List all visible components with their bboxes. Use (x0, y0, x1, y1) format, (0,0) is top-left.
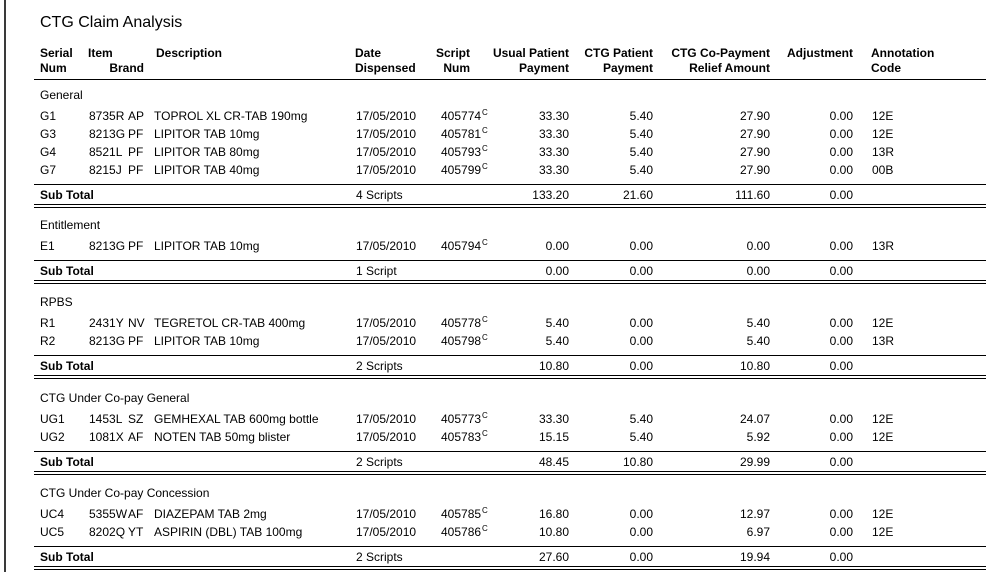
section-heading: Entitlement (40, 218, 101, 232)
relief-amount-cell: 27.90 (739, 109, 770, 123)
date-cell: 17/05/2010 (356, 316, 417, 330)
total-double-rule (34, 375, 986, 379)
header-script: Script Num (435, 46, 470, 75)
item-cell: 2431Y (89, 316, 124, 330)
script-num-cell: $405798^C$ (441, 333, 488, 348)
relief-amount-cell: 6.97 (746, 525, 770, 539)
subtotal-divider (34, 184, 986, 185)
ctg-payment-cell: 5.40 (629, 430, 653, 444)
description-cell: LIPITOR TAB 10mg (154, 127, 260, 141)
item-cell: 8215J (89, 163, 122, 177)
ctg-payment-cell: 5.40 (629, 163, 653, 177)
subtotal-divider (34, 451, 986, 452)
subtotal-divider (34, 355, 986, 356)
subtotal-relief-amount: 111.60 (735, 188, 770, 202)
description-cell: ASPIRIN (DBL) TAB 100mg (154, 525, 303, 539)
script-flag: C (482, 333, 488, 342)
annotation-code-cell: 12E (872, 316, 894, 330)
ctg-payment-cell: 0.00 (629, 507, 653, 521)
adjustment-cell: 0.00 (829, 316, 853, 330)
annotation-code-cell: 12E (872, 507, 894, 521)
adjustment-cell: 0.00 (829, 412, 853, 426)
ctg-payment-cell: 5.40 (629, 127, 653, 141)
subtotal-adjustment: 0.00 (829, 188, 853, 202)
script-flag: C (482, 506, 488, 515)
header-description: Description (156, 46, 223, 60)
subtotal-row (0, 454, 987, 470)
header-annotation: Annotation Code (871, 46, 935, 75)
header-divider (34, 79, 986, 80)
subtotal-scripts: 1 Script (356, 264, 397, 278)
serial-cell: UC5 (40, 525, 65, 539)
brand-cell: SZ (128, 412, 144, 426)
section-heading: General (40, 88, 83, 102)
ctg-payment-cell: 0.00 (629, 525, 653, 539)
item-cell: 1453L (89, 412, 123, 426)
subtotal-label: Sub Total (40, 550, 94, 564)
table-row (0, 506, 987, 522)
item-cell: 8213G (89, 127, 126, 141)
subtotal-ctg-payment: 0.00 (629, 359, 653, 373)
brand-cell: PF (128, 334, 144, 348)
subtotal-scripts: 4 Scripts (356, 188, 403, 202)
relief-amount-cell: 5.40 (746, 316, 770, 330)
subtotal-scripts: 2 Scripts (356, 550, 403, 564)
subtotal-row (0, 187, 987, 203)
usual-payment-cell: 33.30 (538, 109, 569, 123)
usual-payment-cell: 33.30 (538, 145, 569, 159)
subtotal-ctg-payment: 0.00 (629, 264, 653, 278)
serial-cell: G4 (40, 145, 57, 159)
serial-cell: R1 (40, 316, 56, 330)
table-row (0, 162, 987, 178)
script-flag: C (482, 126, 488, 135)
ctg-payment-cell: 5.40 (629, 412, 653, 426)
script-num-cell: $405781^C$ (441, 126, 488, 141)
subtotal-usual-payment: 48.45 (538, 455, 569, 469)
subtotal-relief-amount: 10.80 (739, 359, 770, 373)
brand-cell: AF (128, 507, 144, 521)
annotation-code-cell: 12E (872, 109, 894, 123)
adjustment-cell: 0.00 (829, 163, 853, 177)
serial-cell: G3 (40, 127, 57, 141)
date-cell: 17/05/2010 (356, 239, 417, 253)
date-cell: 17/05/2010 (356, 163, 417, 177)
script-num-cell: $405785^C$ (441, 506, 488, 521)
usual-payment-cell: 33.30 (538, 163, 569, 177)
subtotal-scripts: 2 Scripts (356, 455, 403, 469)
subtotal-ctg-payment: 10.80 (622, 455, 653, 469)
report-title: CTG Claim Analysis (40, 14, 183, 31)
subtotal-row (0, 358, 987, 374)
annotation-code-cell: 13R (872, 334, 895, 348)
subtotal-adjustment: 0.00 (829, 455, 853, 469)
description-cell: TEGRETOL CR-TAB 400mg (154, 316, 306, 330)
table-row (0, 126, 987, 142)
relief-amount-cell: 27.90 (739, 127, 770, 141)
ctg-payment-cell: 5.40 (629, 109, 653, 123)
serial-cell: R2 (40, 334, 56, 348)
subtotal-adjustment: 0.00 (829, 359, 853, 373)
date-cell: 17/05/2010 (356, 507, 417, 521)
ctg-payment-cell: 0.00 (629, 239, 653, 253)
adjustment-cell: 0.00 (829, 145, 853, 159)
subtotal-usual-payment: 133.20 (532, 188, 569, 202)
item-cell: 8735R (89, 109, 125, 123)
description-cell: LIPITOR TAB 10mg (154, 334, 260, 348)
subtotal-adjustment: 0.00 (829, 550, 853, 564)
subtotal-relief-amount: 19.94 (739, 550, 770, 564)
item-cell: 8213G (89, 334, 126, 348)
adjustment-cell: 0.00 (829, 507, 853, 521)
relief-amount-cell: 27.90 (739, 163, 770, 177)
adjustment-cell: 0.00 (829, 109, 853, 123)
adjustment-cell: 0.00 (829, 334, 853, 348)
brand-cell: YT (128, 525, 144, 539)
table-row (0, 429, 987, 445)
subtotal-relief-amount: 0.00 (746, 264, 770, 278)
subtotal-adjustment: 0.00 (829, 264, 853, 278)
relief-amount-cell: 24.07 (739, 412, 770, 426)
date-cell: 17/05/2010 (356, 334, 417, 348)
annotation-code-cell: 12E (872, 430, 894, 444)
subtotal-usual-payment: 0.00 (545, 264, 569, 278)
script-flag: C (482, 144, 488, 153)
script-flag: C (482, 411, 488, 420)
date-cell: 17/05/2010 (356, 109, 417, 123)
script-num-cell: $405793^C$ (441, 144, 488, 159)
section-heading: RPBS (40, 295, 73, 309)
script-num-cell: $405774^C$ (441, 108, 488, 123)
section-heading: CTG Under Co-pay Concession (40, 486, 210, 500)
subtotal-row (0, 263, 987, 279)
description-cell: LIPITOR TAB 80mg (154, 145, 260, 159)
brand-cell: PF (128, 239, 144, 253)
header-serial: Serial Num (40, 46, 73, 75)
description-cell: NOTEN TAB 50mg blister (154, 430, 291, 444)
usual-payment-cell: 15.15 (538, 430, 569, 444)
date-cell: 17/05/2010 (356, 430, 417, 444)
script-num-cell: $405783^C$ (441, 429, 488, 444)
subtotal-label: Sub Total (40, 359, 94, 373)
total-double-rule (34, 471, 986, 475)
usual-payment-cell: 33.30 (538, 127, 569, 141)
script-flag: C (482, 238, 488, 247)
subtotal-ctg-payment: 21.60 (622, 188, 653, 202)
adjustment-cell: 0.00 (829, 430, 853, 444)
description-cell: LIPITOR TAB 10mg (154, 239, 260, 253)
table-row (0, 238, 987, 254)
annotation-code-cell: 00B (872, 163, 894, 177)
serial-cell: UC4 (40, 507, 65, 521)
item-cell: 8213G (89, 239, 126, 253)
description-cell: GEMHEXAL TAB 600mg bottle (154, 412, 319, 426)
table-row (0, 108, 987, 124)
subtotal-ctg-payment: 0.00 (629, 550, 653, 564)
brand-cell: NV (128, 316, 145, 330)
annotation-code-cell: 12E (872, 412, 894, 426)
serial-cell: G7 (40, 163, 57, 177)
subtotal-relief-amount: 29.99 (739, 455, 770, 469)
usual-payment-cell: 5.40 (545, 316, 569, 330)
usual-payment-cell: 0.00 (545, 239, 569, 253)
brand-cell: AP (128, 109, 145, 123)
subtotal-label: Sub Total (40, 455, 94, 469)
annotation-code-cell: 13R (872, 239, 895, 253)
table-row (0, 333, 987, 349)
relief-amount-cell: 12.97 (739, 507, 770, 521)
table-row (0, 144, 987, 160)
relief-amount-cell: 0.00 (746, 239, 770, 253)
ctg-payment-cell: 0.00 (629, 316, 653, 330)
script-num-cell: $405794^C$ (441, 238, 488, 253)
annotation-code-cell: 12E (872, 127, 894, 141)
script-num-cell: $405778^C$ (441, 315, 488, 330)
item-cell: 8521L (89, 145, 123, 159)
table-row (0, 315, 987, 331)
header-adjustment: Adjustment (787, 46, 853, 60)
ctg-payment-cell: 5.40 (629, 145, 653, 159)
brand-cell: PF (128, 145, 144, 159)
subtotal-divider (34, 546, 986, 547)
table-row (0, 411, 987, 427)
script-flag: C (482, 108, 488, 117)
subtotal-usual-payment: 10.80 (538, 359, 569, 373)
subtotal-label: Sub Total (40, 188, 94, 202)
description-cell: TOPROL XL CR-TAB 190mg (154, 109, 308, 123)
table-row (0, 524, 987, 540)
subtotal-usual-payment: 27.60 (538, 550, 569, 564)
ctg-payment-cell: 0.00 (629, 334, 653, 348)
header-date: Date Dispensed (355, 46, 416, 75)
relief-amount-cell: 27.90 (739, 145, 770, 159)
brand-cell: PF (128, 163, 144, 177)
header-ctg-payment: CTG Patient Payment (584, 46, 653, 75)
item-cell: 1081X (89, 430, 124, 444)
item-cell: 5355W (89, 507, 128, 521)
total-double-rule (34, 280, 986, 284)
adjustment-cell: 0.00 (829, 239, 853, 253)
date-cell: 17/05/2010 (356, 145, 417, 159)
subtotal-scripts: 2 Scripts (356, 359, 403, 373)
date-cell: 17/05/2010 (356, 127, 417, 141)
header-usual-payment: Usual Patient Payment (492, 46, 569, 75)
usual-payment-cell: 10.80 (538, 525, 569, 539)
total-double-rule (34, 204, 986, 208)
adjustment-cell: 0.00 (829, 525, 853, 539)
script-flag: C (482, 524, 488, 533)
adjustment-cell: 0.00 (829, 127, 853, 141)
description-cell: DIAZEPAM TAB 2mg (154, 507, 267, 521)
total-double-rule (34, 566, 986, 570)
serial-cell: UG2 (40, 430, 65, 444)
script-num-cell: $405799^C$ (441, 162, 488, 177)
brand-cell: AF (128, 430, 144, 444)
relief-amount-cell: 5.40 (746, 334, 770, 348)
script-num-cell: $405773^C$ (441, 411, 488, 426)
item-cell: 8202Q (89, 525, 126, 539)
script-flag: C (482, 429, 488, 438)
date-cell: 17/05/2010 (356, 412, 417, 426)
annotation-code-cell: 13R (872, 145, 895, 159)
usual-payment-cell: 16.80 (538, 507, 569, 521)
serial-cell: G1 (40, 109, 57, 123)
description-cell: LIPITOR TAB 40mg (154, 163, 260, 177)
script-flag: C (482, 315, 488, 324)
usual-payment-cell: 33.30 (538, 412, 569, 426)
serial-cell: UG1 (40, 412, 65, 426)
subtotal-label: Sub Total (40, 264, 94, 278)
subtotal-divider (34, 260, 986, 261)
script-num-cell: $405786^C$ (441, 524, 488, 539)
date-cell: 17/05/2010 (356, 525, 417, 539)
section-heading: CTG Under Co-pay General (40, 391, 190, 405)
usual-payment-cell: 5.40 (545, 334, 569, 348)
script-flag: C (482, 162, 488, 171)
header-relief-amount: CTG Co-Payment Relief Amount (671, 46, 770, 75)
annotation-code-cell: 12E (872, 525, 894, 539)
serial-cell: E1 (40, 239, 55, 253)
subtotal-row (0, 549, 987, 565)
relief-amount-cell: 5.92 (746, 430, 770, 444)
brand-cell: PF (128, 127, 144, 141)
header-item: Item Brand (88, 46, 144, 75)
